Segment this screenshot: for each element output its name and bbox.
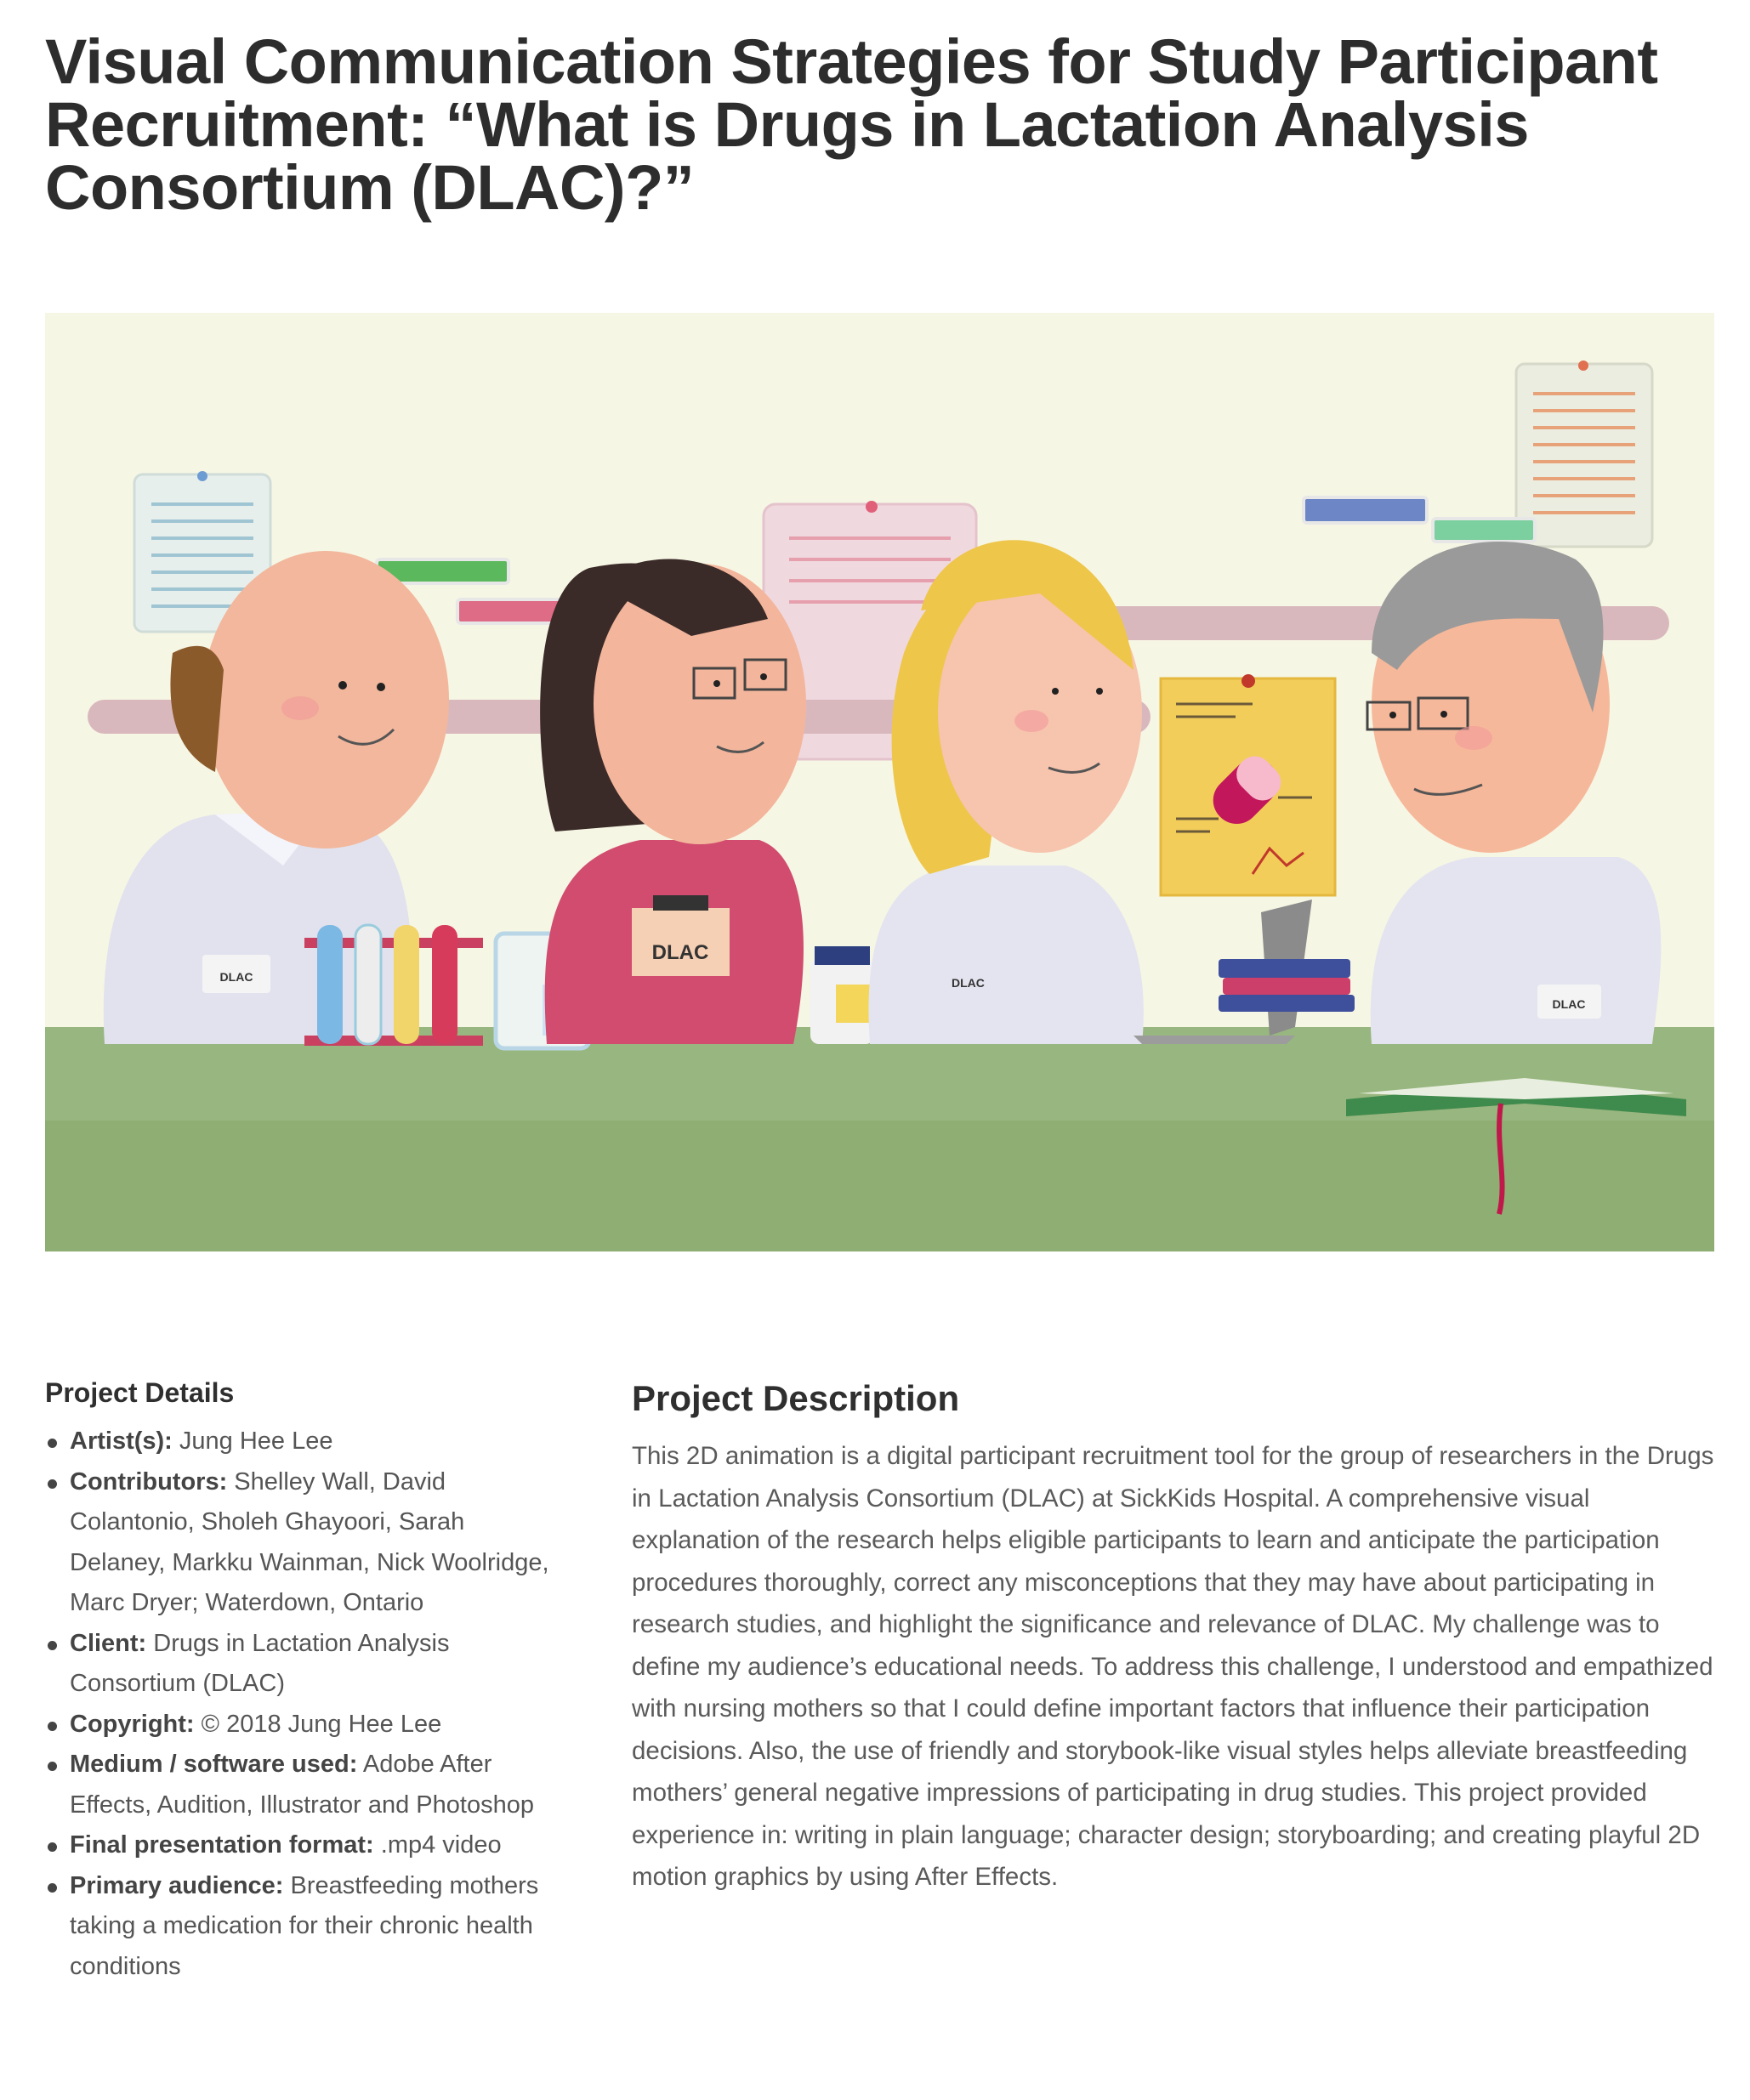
badge-text: DLAC <box>651 941 709 964</box>
hero-illustration <box>45 313 1714 1251</box>
project-description <box>632 1377 1720 1899</box>
badge-text: DLAC <box>952 976 985 990</box>
details-list <box>45 1422 555 1987</box>
badge-text: DLAC <box>1552 997 1586 1011</box>
wall-note-right <box>1516 360 1652 547</box>
researcher-dark-hair-woman <box>540 559 806 1044</box>
detail-item-artists: Artist(s): Jung Hee Lee <box>45 1422 555 1462</box>
page-title: Visual Communication Strategies for Study Participant Recruitment: “What is Drugs in Lactation Analysis Consortium (DLAC)?” <box>45 26 1658 223</box>
badge-text: DLAC <box>219 970 253 984</box>
pill-poster <box>1161 674 1335 895</box>
detail-item-client: Client: Drugs in Lactation Analysis Consortium (DLAC) <box>45 1624 555 1705</box>
book-stack <box>1219 959 1355 1012</box>
detail-item-audience: Primary audience: Breastfeeding mothers taking a medication for their chronic health conditions <box>45 1866 555 1988</box>
dlac-researchers-illustration <box>45 313 1714 1251</box>
project-description-heading: Project Description <box>632 1378 960 1418</box>
project-details-heading: Project Details <box>45 1377 235 1408</box>
detail-item-copyright: Copyright: © 2018 Jung Hee Lee <box>45 1705 555 1745</box>
project-description-body: This 2D animation is a digital participant recruitment tool for the group of researchers in the Drugs in Lactation Analysis Consortium (DLAC) at SickKids Hospital. A comprehensive visual explanation of the research helps eligible participants to learn and anticipate the participation procedures thoroughly, correct any misconceptions that they may have about participating in research studies, and highlight the significance and relevance of DLAC. My challenge was to define my audience’s educational needs. To address this challenge, I understood and empathized with nursing mothers so that I could define important factors that influence their participation decisions. Also, the use of friendly and storybook-like visual styles helps alleviate breastfeeding mothers’ general negative impressions of participating in drug studies. This project provided experience in: writing in plain language; character design; storyboarding; and creating playful 2D motion graphics by using After Effects. <box>632 1442 1714 1891</box>
project-details <box>45 1376 555 1987</box>
detail-item-contributors: Contributors: Shelley Wall, David Colantonio, Sholeh Ghayoori, Sarah Delaney, Markku Wainman, Nick Woolridge, Marc Dryer; Waterdown, Ontario <box>45 1462 555 1624</box>
detail-item-medium: Medium / software used: Adobe After Effects, Audition, Illustrator and Photoshop <box>45 1745 555 1825</box>
detail-item-format: Final presentation format: .mp4 video <box>45 1825 555 1866</box>
test-tube-rack <box>304 925 483 1046</box>
